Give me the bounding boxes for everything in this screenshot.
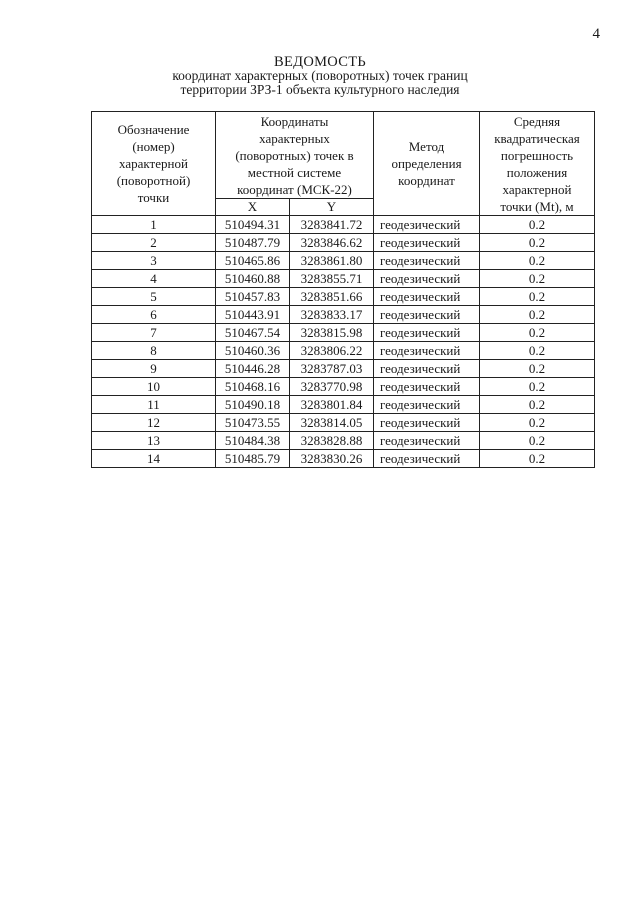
table-header <box>92 112 595 216</box>
cell-x: 510465.86 <box>216 252 290 270</box>
cell-x: 510443.91 <box>216 306 290 324</box>
header-method <box>374 112 480 216</box>
cell-y: 3283770.98 <box>290 378 374 396</box>
header-error <box>480 112 595 216</box>
cell-point-number: 10 <box>92 378 216 396</box>
cell-error: 0.2 <box>480 360 595 378</box>
table-row <box>92 342 595 360</box>
cell-y: 3283806.22 <box>290 342 374 360</box>
cell-point-number: 6 <box>92 306 216 324</box>
table-row <box>92 270 595 288</box>
cell-method: геодезический <box>374 252 480 270</box>
table-row <box>92 378 595 396</box>
header-line: Обозначение <box>117 122 190 137</box>
cell-x: 510473.55 <box>216 414 290 432</box>
cell-method: геодезический <box>374 432 480 450</box>
cell-error: 0.2 <box>480 378 595 396</box>
cell-point-number: 8 <box>92 342 216 360</box>
cell-error: 0.2 <box>480 450 595 468</box>
header-line: местной системе <box>247 164 342 180</box>
cell-method: геодезический <box>374 360 480 378</box>
cell-point-number: 13 <box>92 432 216 450</box>
header-line: погрешность <box>500 147 574 163</box>
header-line: (номер) <box>132 139 175 154</box>
cell-x: 510460.88 <box>216 270 290 288</box>
cell-y: 3283787.03 <box>290 360 374 378</box>
cell-x: 510484.38 <box>216 432 290 450</box>
document-subtitle-line-1: координат характерных (поворотных) точек границ <box>172 68 468 83</box>
header-line: координат <box>398 173 455 188</box>
cell-y: 3283828.88 <box>290 432 374 450</box>
table-row <box>92 414 595 432</box>
cell-point-number: 4 <box>92 270 216 288</box>
page-number: 4 <box>592 26 600 42</box>
table-row <box>92 324 595 342</box>
cell-method: геодезический <box>374 324 480 342</box>
cell-error: 0.2 <box>480 306 595 324</box>
cell-y: 3283861.80 <box>290 252 374 270</box>
header-line: Координаты <box>260 113 329 129</box>
cell-error: 0.2 <box>480 432 595 450</box>
header-line: характерных <box>259 130 330 146</box>
cell-y: 3283814.05 <box>290 414 374 432</box>
header-line: точки (Mt), м <box>500 198 574 214</box>
cell-x: 510487.79 <box>216 234 290 252</box>
header-line: характерной <box>119 156 188 171</box>
table-row <box>92 450 595 468</box>
cell-method: геодезический <box>374 342 480 360</box>
table-row <box>92 234 595 252</box>
cell-y: 3283815.98 <box>290 324 374 342</box>
cell-y: 3283830.26 <box>290 450 374 468</box>
document-subtitle-line-2: территории ЗРЗ-1 объекта культурного наследия <box>180 82 460 97</box>
cell-x: 510468.16 <box>216 378 290 396</box>
cell-point-number: 5 <box>92 288 216 306</box>
table-row <box>92 360 595 378</box>
cell-point-number: 9 <box>92 360 216 378</box>
cell-error: 0.2 <box>480 288 595 306</box>
cell-method: геодезический <box>374 396 480 414</box>
cell-y: 3283841.72 <box>290 216 374 234</box>
cell-x: 510446.28 <box>216 360 290 378</box>
cell-y: 3283846.62 <box>290 234 374 252</box>
cell-method: геодезический <box>374 378 480 396</box>
table-row <box>92 306 595 324</box>
coordinates-table <box>91 111 595 468</box>
cell-method: геодезический <box>374 306 480 324</box>
cell-error: 0.2 <box>480 270 595 288</box>
cell-point-number: 2 <box>92 234 216 252</box>
cell-x: 510485.79 <box>216 450 290 468</box>
cell-method: геодезический <box>374 288 480 306</box>
cell-x: 510490.18 <box>216 396 290 414</box>
header-line: определения <box>391 156 462 171</box>
cell-error: 0.2 <box>480 396 595 414</box>
header-line: Метод <box>408 139 445 154</box>
cell-y: 3283801.84 <box>290 396 374 414</box>
cell-method: геодезический <box>374 270 480 288</box>
cell-method: геодезический <box>374 450 480 468</box>
cell-error: 0.2 <box>480 324 595 342</box>
header-point-id <box>92 112 216 216</box>
table-row <box>92 432 595 450</box>
cell-x: 510460.36 <box>216 342 290 360</box>
header-line: положения <box>506 164 568 180</box>
header-x: X <box>216 199 290 216</box>
table-body <box>92 216 595 468</box>
header-line: (поворотных) точек в <box>235 147 354 163</box>
cell-y: 3283833.17 <box>290 306 374 324</box>
header-line: координат (МСК-22) <box>237 181 352 197</box>
cell-x: 510494.31 <box>216 216 290 234</box>
cell-error: 0.2 <box>480 342 595 360</box>
cell-method: геодезический <box>374 216 480 234</box>
document-heading <box>0 55 640 97</box>
cell-error: 0.2 <box>480 414 595 432</box>
table-row <box>92 216 595 234</box>
cell-y: 3283855.71 <box>290 270 374 288</box>
table-row <box>92 396 595 414</box>
cell-point-number: 14 <box>92 450 216 468</box>
header-line: Средняя <box>513 113 561 129</box>
cell-error: 0.2 <box>480 234 595 252</box>
cell-error: 0.2 <box>480 216 595 234</box>
header-line: характерной <box>502 181 572 197</box>
cell-method: геодезический <box>374 234 480 252</box>
cell-method: геодезический <box>374 414 480 432</box>
cell-error: 0.2 <box>480 252 595 270</box>
table-row <box>92 288 595 306</box>
cell-point-number: 1 <box>92 216 216 234</box>
cell-point-number: 12 <box>92 414 216 432</box>
header-line: точки <box>137 190 170 205</box>
header-line: (поворотной) <box>116 173 191 188</box>
cell-y: 3283851.66 <box>290 288 374 306</box>
cell-point-number: 3 <box>92 252 216 270</box>
cell-point-number: 7 <box>92 324 216 342</box>
header-coordinates <box>216 112 374 199</box>
header-line: квадратическая <box>494 130 580 146</box>
header-y: Y <box>290 199 374 216</box>
table-row <box>92 252 595 270</box>
cell-x: 510467.54 <box>216 324 290 342</box>
document-title: ВЕДОМОСТЬ <box>274 54 366 70</box>
cell-x: 510457.83 <box>216 288 290 306</box>
cell-point-number: 11 <box>92 396 216 414</box>
